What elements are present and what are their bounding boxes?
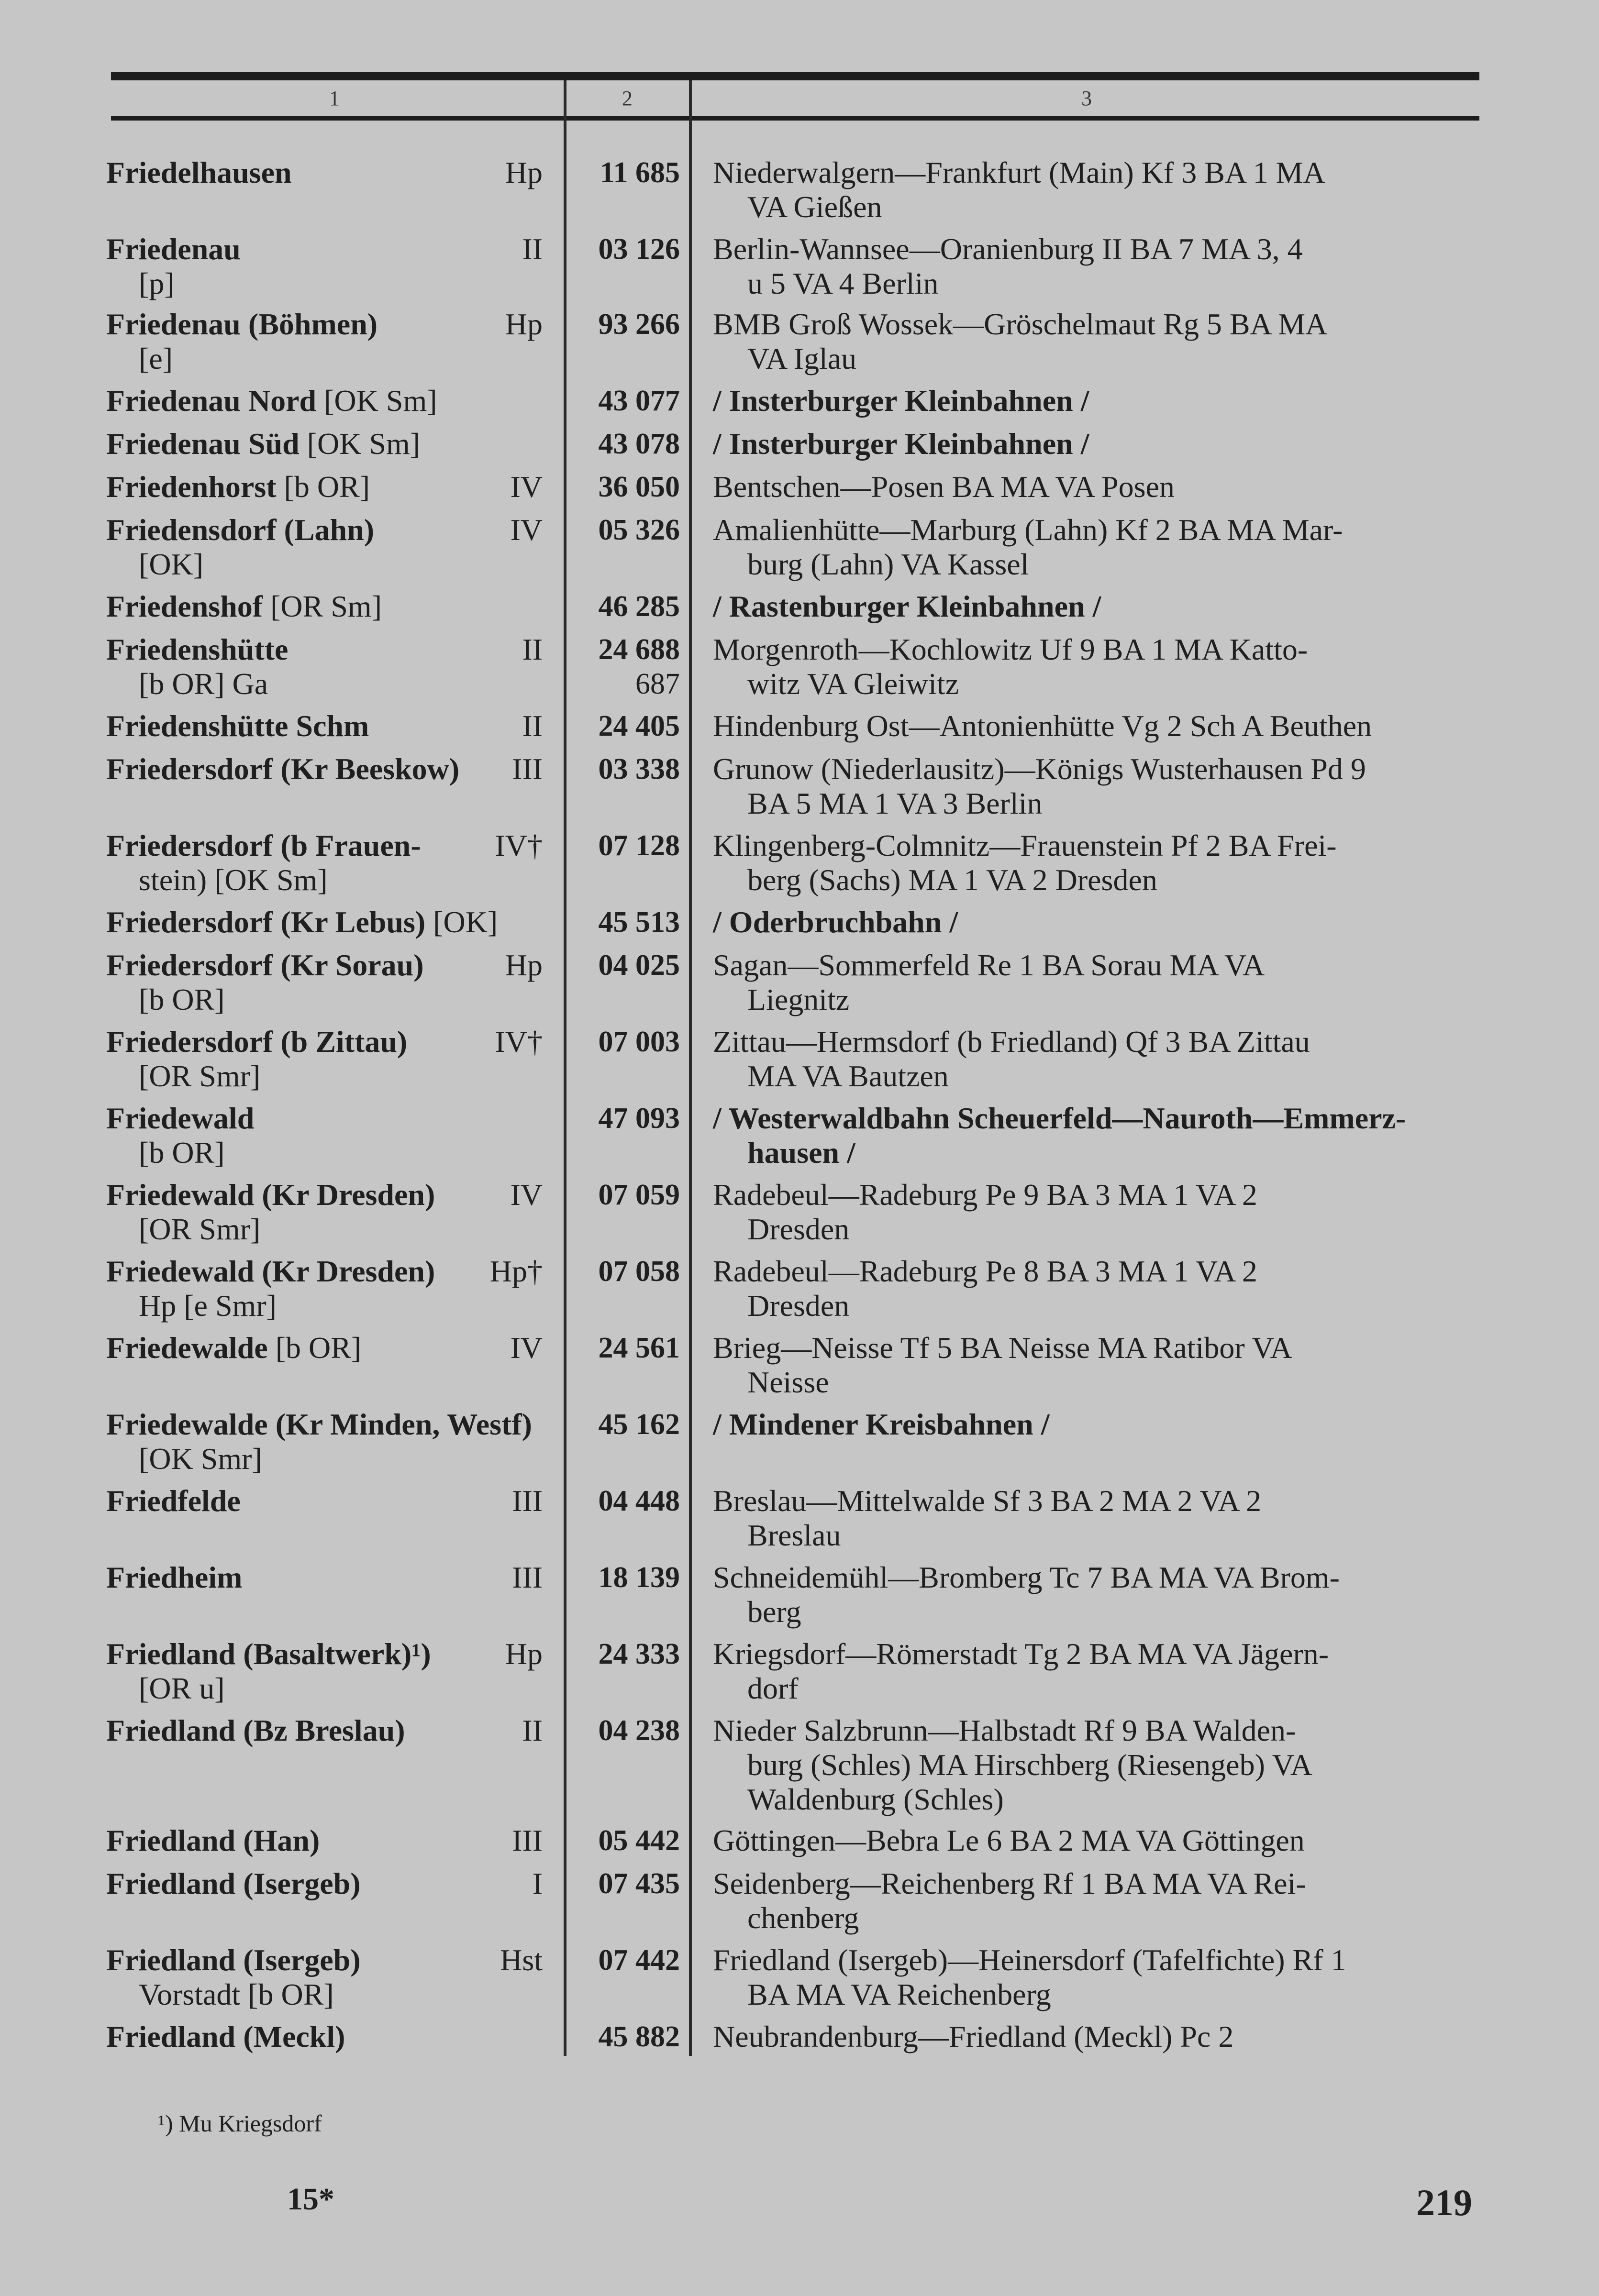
station-subline: [b OR] (139, 982, 225, 1016)
station-number: 07 442 (598, 1944, 680, 1976)
route-line-2: Breslau (747, 1518, 841, 1552)
route-line: Zittau—Hermsdorf (b Friedland) Qf 3 BA Zittau (713, 1025, 1310, 1059)
name-cell (106, 905, 563, 939)
route-cell (713, 1025, 1481, 1093)
station-number: 04 448 (598, 1485, 680, 1517)
route-line: Hindenburg Ost—Antonienhütte Vg 2 Sch A Beuthen (713, 709, 1372, 743)
route-line-2: dorf (747, 1671, 799, 1705)
station-name: Friedersdorf (b Frauen- (106, 828, 421, 862)
station-number: 03 126 (598, 233, 680, 265)
class-cell: II (522, 1713, 543, 1747)
station-name: Friedenau Süd (106, 427, 300, 461)
class-cell: Hp (505, 307, 543, 341)
number-cell (567, 470, 680, 504)
route-line: Friedland (Isergeb)—Heinersdorf (Tafelfichte) Rf 1 (713, 1943, 1346, 1977)
station-name: Friedfelde (106, 1484, 241, 1518)
number-cell (567, 1407, 680, 1442)
route-cell (713, 1637, 1481, 1706)
class-cell: Hst (500, 1943, 543, 1977)
class-cell: III (512, 1560, 543, 1594)
number-cell (567, 427, 680, 461)
route-cell (713, 709, 1481, 743)
station-name: Friedersdorf (Kr Beeskow) (106, 752, 460, 786)
name-cell (106, 384, 563, 418)
route-line-2: BA 5 MA 1 VA 3 Berlin (747, 786, 1043, 820)
station-tag: [OK Sm] (307, 427, 421, 461)
name-cell (106, 709, 563, 743)
station-name: Friedewald (Kr Dresden) (106, 1254, 435, 1288)
station-number: 07 003 (598, 1026, 680, 1058)
number-cell (567, 1943, 680, 1977)
station-subline: [OR u] (139, 1671, 225, 1705)
column-divider-1 (564, 80, 566, 2056)
route-cell (713, 470, 1481, 504)
route-cell (713, 1484, 1481, 1553)
route-line-2: Liegnitz (747, 982, 850, 1016)
number-cell (567, 905, 680, 939)
class-cell: Hp (505, 948, 543, 982)
station-number: 05 442 (598, 1824, 680, 1857)
station-name: Friedland (Basaltwerk)¹) (106, 1637, 431, 1671)
route-cell (713, 948, 1481, 1017)
station-name: Friedewalde (106, 1331, 268, 1365)
route-cell (713, 1866, 1481, 1935)
number-cell (567, 1713, 680, 1748)
name-cell (106, 155, 563, 190)
route-cell (713, 307, 1481, 376)
class-cell: IV† (495, 828, 543, 862)
station-number: 24 405 (598, 710, 680, 742)
number-cell (567, 752, 680, 786)
number-cell (567, 2020, 680, 2054)
station-number: 11 685 (600, 156, 680, 189)
route-line-2: hausen / (747, 1136, 855, 1170)
route-line: Grunow (Niederlausitz)—Königs Wusterhausen Pd 9 (713, 752, 1366, 786)
class-cell: IV (510, 470, 543, 504)
station-subline: Vorstadt [b OR] (139, 1977, 334, 2011)
number-cell (567, 828, 680, 863)
route-line: Bentschen—Posen BA MA VA Posen (713, 470, 1175, 504)
column-header-3: 3 (1081, 87, 1092, 110)
number-cell (567, 232, 680, 266)
station-number: 07 059 (598, 1179, 680, 1211)
station-number: 18 139 (598, 1561, 680, 1594)
route-line: / Insterburger Kleinbahnen / (713, 384, 1089, 418)
name-cell (106, 1823, 563, 1858)
route-cell (713, 752, 1481, 821)
route-line-2: burg (Schles) MA Hirschberg (Riesengeb) VA (747, 1748, 1312, 1782)
station-name: Friedenshof (106, 589, 263, 623)
page-number: 219 (1416, 2182, 1472, 2223)
station-name: Friedland (Isergeb) (106, 1943, 361, 1977)
number-cell (567, 1866, 680, 1901)
class-cell: II (522, 632, 543, 666)
name-cell (106, 307, 563, 376)
name-cell (106, 1943, 563, 2012)
station-number: 46 285 (598, 590, 680, 623)
class-cell: IV (510, 1178, 543, 1212)
station-number: 24 688 (598, 633, 680, 666)
name-cell (106, 1866, 563, 1901)
column-divider-2 (689, 80, 692, 2056)
route-cell (713, 1407, 1481, 1442)
route-line: Seidenberg—Reichenberg Rf 1 BA MA VA Rei- (713, 1866, 1306, 1900)
station-subline: [p] (139, 266, 175, 300)
name-cell (106, 1560, 563, 1595)
route-cell (713, 155, 1481, 224)
number-cell (567, 1823, 680, 1858)
station-number: 07 128 (598, 829, 680, 862)
station-tag: [b OR] (275, 1331, 362, 1365)
class-cell: IV (510, 1331, 543, 1365)
station-tag: [OK] (433, 905, 498, 939)
station-name: Friedenshütte Schm (106, 709, 369, 743)
class-cell: IV (510, 513, 543, 547)
route-line-2: u 5 VA 4 Berlin (747, 266, 939, 300)
number-cell (567, 1101, 680, 1136)
station-name: Friedenau (106, 232, 241, 266)
name-cell (106, 948, 563, 1017)
route-line-2: VA Iglau (747, 342, 857, 375)
number-cell (567, 709, 680, 743)
station-name: Friedland (Isergeb) (106, 1866, 361, 1900)
station-number: 07 435 (598, 1867, 680, 1900)
number-cell (567, 307, 680, 342)
route-line-2: chenberg (747, 1901, 859, 1935)
station-subline: Hp [e Smr] (139, 1289, 277, 1323)
class-cell: II (522, 232, 543, 266)
route-line-2: burg (Lahn) VA Kassel (747, 547, 1029, 581)
name-cell (106, 752, 563, 786)
station-subline: [OR Smr] (139, 1212, 261, 1246)
route-cell (713, 513, 1481, 582)
name-cell (106, 1713, 563, 1748)
name-cell (106, 232, 563, 301)
route-line-2: berg (747, 1595, 801, 1629)
station-name: Friedensdorf (Lahn) (106, 513, 374, 547)
route-cell (713, 427, 1481, 461)
number-cell (567, 155, 680, 190)
footnote: ¹) Mu Kriegsdorf (158, 2110, 322, 2137)
route-line: / Insterburger Kleinbahnen / (713, 427, 1089, 461)
station-subline: [OK Smr] (139, 1442, 262, 1476)
route-line-2: Neisse (747, 1365, 829, 1399)
station-number: 43 077 (598, 385, 680, 417)
station-number: 05 326 (598, 514, 680, 546)
class-cell: III (512, 1484, 543, 1518)
route-line: / Mindener Kreisbahnen / (713, 1407, 1050, 1441)
number-cell (567, 1331, 680, 1365)
name-cell (106, 1178, 563, 1247)
number-cell (567, 384, 680, 418)
number-cell (567, 513, 680, 547)
route-cell (713, 1101, 1481, 1170)
route-line: Sagan—Sommerfeld Re 1 BA Sorau MA VA (713, 948, 1265, 982)
station-subline: [OK] (139, 547, 204, 581)
route-line-2: witz VA Gleiwitz (747, 667, 959, 701)
station-name: Friedewald (Kr Dresden) (106, 1178, 435, 1212)
station-number: 93 266 (598, 308, 680, 341)
route-line-2: BA MA VA Reichenberg (747, 1977, 1051, 2011)
route-line: Schneidemühl—Bromberg Tc 7 BA MA VA Brom- (713, 1560, 1340, 1594)
route-line: / Westerwaldbahn Scheuerfeld—Nauroth—Emmerz- (713, 1101, 1406, 1135)
route-line-2: VA Gießen (747, 190, 882, 224)
route-line-2: berg (Sachs) MA 1 VA 2 Dresden (747, 863, 1157, 897)
name-cell (106, 1407, 563, 1476)
route-cell (713, 1943, 1481, 2012)
number-cell (567, 948, 680, 982)
name-cell (106, 1101, 563, 1170)
station-number: 36 050 (598, 471, 680, 503)
route-line-3: Waldenburg (Schles) (747, 1782, 1004, 1816)
station-name: Friedland (Han) (106, 1823, 320, 1857)
route-line: / Oderbruchbahn / (713, 905, 958, 939)
route-line: Brieg—Neisse Tf 5 BA Neisse MA Ratibor VA (713, 1331, 1292, 1365)
route-line-2: MA VA Bautzen (747, 1059, 949, 1093)
class-cell: III (512, 1823, 543, 1857)
route-line: / Rastenburger Kleinbahnen / (713, 589, 1101, 623)
route-line: BMB Groß Wossek—Gröschelmaut Rg 5 BA MA (713, 307, 1328, 341)
name-cell (106, 632, 563, 701)
station-name: Friedelhausen (106, 155, 292, 189)
route-cell (713, 232, 1481, 301)
route-line: Klingenberg-Colmnitz—Frauenstein Pf 2 BA Frei- (713, 828, 1337, 862)
station-name: Friedewald (106, 1101, 255, 1135)
station-subline: [e] (139, 342, 173, 375)
name-cell (106, 513, 563, 582)
route-line: Morgenroth—Kochlowitz Uf 9 BA 1 MA Katto- (713, 632, 1308, 666)
station-number: 24 561 (598, 1332, 680, 1364)
number-cell (567, 589, 680, 624)
route-cell (713, 1713, 1481, 1817)
station-subline: [b OR] Ga (139, 667, 268, 701)
station-number: 07 058 (598, 1255, 680, 1288)
station-name: Friedheim (106, 1560, 243, 1594)
route-line: Göttingen—Bebra Le 6 BA 2 MA VA Göttingen (713, 1823, 1305, 1857)
station-tag: [OR Sm] (270, 589, 382, 623)
station-tag: [OK Sm] (324, 384, 437, 418)
name-cell (106, 427, 563, 461)
route-cell (713, 828, 1481, 897)
route-cell (713, 1331, 1481, 1400)
route-line: Breslau—Mittelwalde Sf 3 BA 2 MA 2 VA 2 (713, 1484, 1262, 1518)
class-cell: III (512, 752, 543, 786)
number-cell (567, 1484, 680, 1518)
class-cell: I (532, 1866, 543, 1900)
route-cell (713, 632, 1481, 701)
name-cell (106, 1484, 563, 1518)
station-name: Friedenhorst (106, 470, 277, 504)
station-name: Friedersdorf (Kr Lebus) (106, 905, 426, 939)
station-number: 45 162 (598, 1408, 680, 1441)
station-number: 04 025 (598, 949, 680, 982)
name-cell (106, 1637, 563, 1706)
route-cell (713, 1823, 1481, 1858)
station-number: 43 078 (598, 428, 680, 460)
station-subline: [OR Smr] (139, 1059, 261, 1093)
station-name: Friedenshütte (106, 632, 289, 666)
column-header-1: 1 (329, 87, 340, 110)
station-number-2: 687 (635, 668, 680, 700)
top-rule (111, 72, 1479, 80)
number-cell (567, 1560, 680, 1595)
route-line: Radebeul—Radeburg Pe 9 BA 3 MA 1 VA 2 (713, 1178, 1257, 1212)
class-cell: Hp (505, 1637, 543, 1671)
route-line: Neubrandenburg—Friedland (Meckl) Pc 2 (713, 2020, 1234, 2053)
station-name: Friedersdorf (Kr Sorau) (106, 948, 424, 982)
station-number: 24 333 (598, 1638, 680, 1670)
route-line-2: Dresden (747, 1289, 850, 1323)
station-number: 45 882 (598, 2020, 680, 2053)
station-name: Friedenau Nord (106, 384, 317, 418)
name-cell (106, 2020, 563, 2054)
number-cell (567, 1025, 680, 1059)
number-cell (567, 632, 680, 701)
route-line: Niederwalgern—Frankfurt (Main) Kf 3 BA 1 MA (713, 155, 1325, 189)
number-cell (567, 1254, 680, 1289)
route-line: Nieder Salzbrunn—Halbstadt Rf 9 BA Walden- (713, 1713, 1296, 1747)
column-header-2: 2 (622, 87, 633, 110)
station-subline: stein) [OK Sm] (139, 863, 328, 897)
class-cell: II (522, 709, 543, 743)
station-number: 04 238 (598, 1714, 680, 1747)
class-cell: Hp† (489, 1254, 543, 1288)
station-name: Friedersdorf (b Zittau) (106, 1025, 408, 1059)
header-rule (111, 116, 1479, 121)
station-name: Friedland (Bz Breslau) (106, 1713, 405, 1747)
number-cell (567, 1178, 680, 1212)
route-cell (713, 1254, 1481, 1323)
class-cell: Hp (505, 155, 543, 189)
route-line: Amalienhütte—Marburg (Lahn) Kf 2 BA MA Mar- (713, 513, 1343, 547)
station-number: 45 513 (598, 906, 680, 938)
route-line-2: Dresden (747, 1212, 850, 1246)
route-cell (713, 2020, 1481, 2054)
station-name: Friedenau (Böhmen) (106, 307, 378, 341)
route-cell (713, 384, 1481, 418)
route-line: Berlin-Wannsee—Oranienburg II BA 7 MA 3, 4 (713, 232, 1303, 266)
station-name: Friedland (Meckl) (106, 2020, 345, 2053)
route-cell (713, 905, 1481, 939)
station-tag: [b OR] (284, 470, 370, 504)
station-name: Friedewalde (Kr Minden, Westf) (106, 1407, 532, 1441)
route-cell (713, 589, 1481, 624)
name-cell (106, 589, 563, 624)
route-cell (713, 1560, 1481, 1629)
station-number: 03 338 (598, 753, 680, 785)
class-cell: IV† (495, 1025, 543, 1059)
station-number: 47 093 (598, 1102, 680, 1135)
signature-mark: 15* (287, 2182, 334, 2217)
route-cell (713, 1178, 1481, 1247)
name-cell (106, 1331, 563, 1365)
route-line: Kriegsdorf—Römerstadt Tg 2 BA MA VA Jägern- (713, 1637, 1329, 1671)
station-subline: [b OR] (139, 1136, 225, 1170)
name-cell (106, 470, 563, 504)
number-cell (567, 1637, 680, 1671)
route-line: Radebeul—Radeburg Pe 8 BA 3 MA 1 VA 2 (713, 1254, 1257, 1288)
